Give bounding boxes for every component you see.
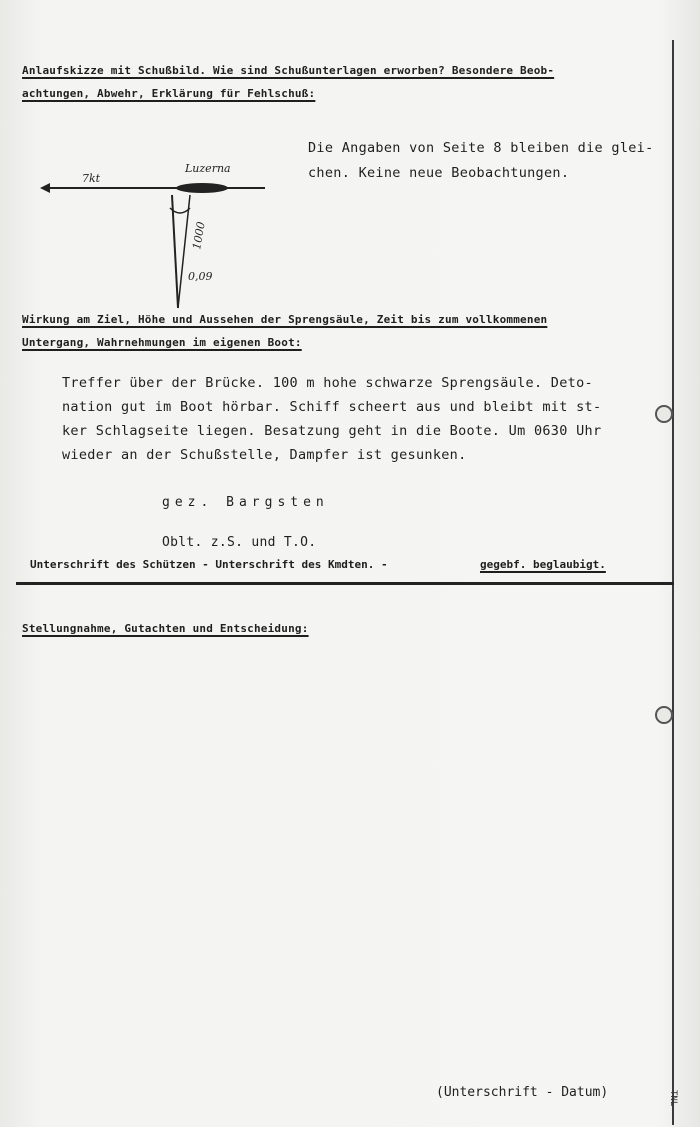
section2-heading-line1: Wirkung am Ziel, Höhe und Aussehen der Sprengsäule, Zeit bis zum vollkommenen [22,313,548,326]
section2-body-line: nation gut im Boot hörbar. Schiff scheert aus und bleibt mit st- [62,399,602,415]
signature-name: gez. Bargsten [162,495,329,510]
section1-text-line1: Die Angaben von Seite 8 bleiben die glei- [308,140,654,156]
punch-hole [655,405,673,423]
section2-body-line: Treffer über der Brücke. 100 m hohe schwarze Sprengsäule. Deto- [62,375,593,391]
section1-text-line2: chen. Keine neue Beobachtungen. [308,165,570,181]
section2-body-line: wieder an der Schußstelle, Dampfer ist gesunken. [62,447,467,463]
section1-heading-line1: Anlaufskizze mit Schußbild. Wie sind Schußunterlagen erworben? Besondere Beob- [22,64,555,77]
section2-heading-line2: Untergang, Wahrnehmungen im eigenen Boot: [22,336,302,349]
signature-rank: Oblt. z.S. und T.O. [162,535,317,550]
range-label: 1000 [190,220,208,251]
ship-label: Luzerna [185,162,231,175]
margin-note: TNL [668,1090,678,1107]
speed-label: 7kt [82,172,101,185]
bottom-signature-caption: (Unterschrift - Datum) [436,1085,609,1100]
section1-heading-line2: achtungen, Abwehr, Erklärung für Fehlschuß: [22,87,316,100]
attack-sketch [40,150,280,315]
ship-shape [176,183,228,193]
section2-body-line: ker Schlagseite liegen. Besatzung geht in die Boote. Um 0630 Uhr [62,423,602,439]
time-label: 0,09 [188,270,213,283]
section-divider [16,582,674,585]
punch-hole [655,706,673,724]
signature-caption: Unterschrift des Schützen - Unterschrift des Kmdten. - [30,558,388,571]
section3-heading: Stellungnahme, Gutachten und Entscheidung: [22,622,309,635]
certified-caption: gegebf. beglaubigt. [480,558,606,571]
